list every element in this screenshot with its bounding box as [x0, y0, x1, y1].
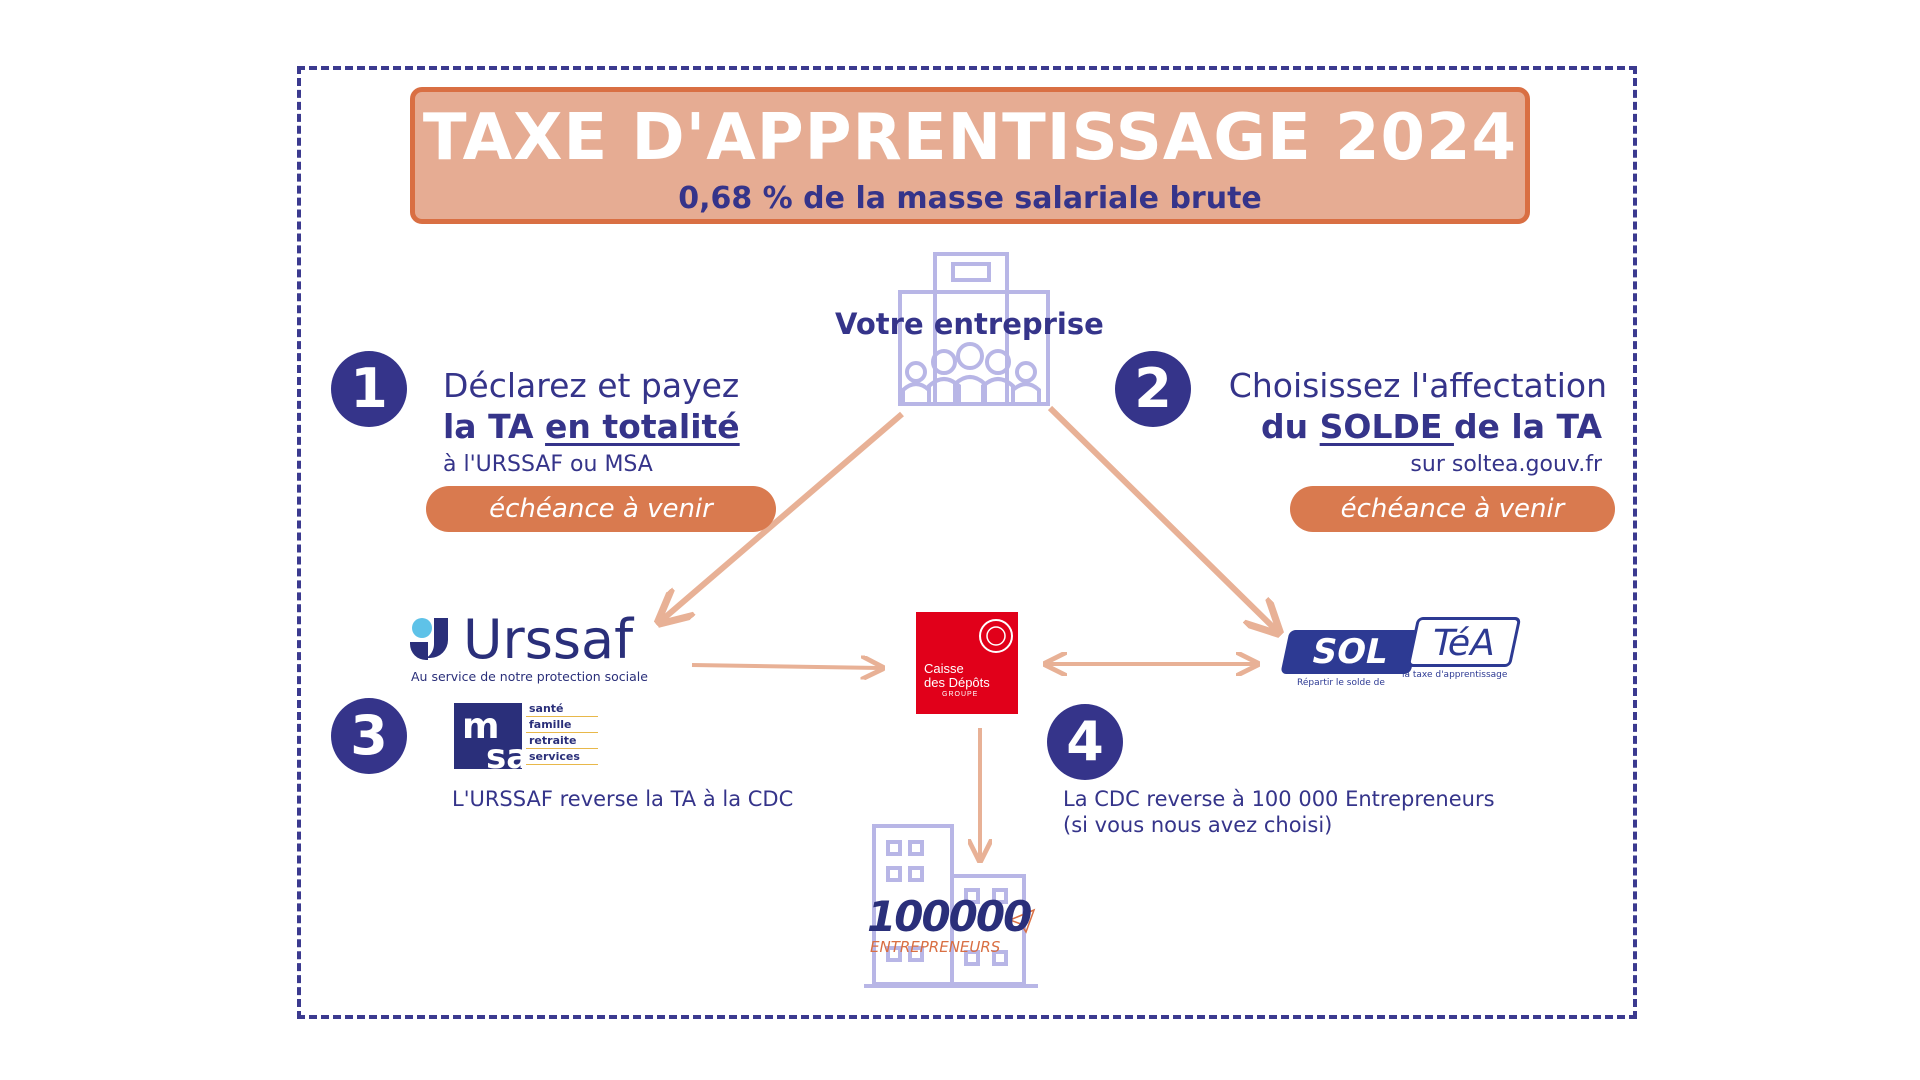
- step-1-line2-a: la TA: [443, 407, 546, 446]
- step-4-text: [1063, 786, 1495, 838]
- msa-word: services: [526, 749, 598, 765]
- step-2-line3: sur soltea.gouv.fr: [1410, 452, 1602, 477]
- urssaf-logo-symbol: [410, 618, 448, 660]
- svg-text:sa: sa: [486, 737, 530, 777]
- cdc-logo-line3: GROUPE: [942, 691, 979, 698]
- arrow-company-to-soltea: [1050, 408, 1276, 630]
- msa-word: retraite: [526, 733, 598, 749]
- cdc-seal-overlay: [916, 612, 1018, 714]
- soltea-logo-sol: SOL: [1280, 630, 1419, 674]
- urssaf-logo-text: Urssaf: [463, 608, 634, 671]
- step-4-line1: La CDC reverse à 100 000 Entrepreneurs: [1063, 787, 1495, 811]
- step-1-badge: 1: [331, 351, 407, 427]
- step-1-line3: à l'URSSAF ou MSA: [443, 452, 653, 477]
- msa-logo-words: [526, 701, 598, 765]
- msa-word: santé: [526, 701, 598, 717]
- soltea-logo-sub2: la taxe d'apprentissage: [1402, 670, 1508, 680]
- cdc-logo-line1: Caisse: [924, 661, 964, 676]
- step-2-line2-b: SOLDE: [1319, 407, 1454, 446]
- step-3-badge: 3: [331, 698, 407, 774]
- entrepreneurs-logo-word: ENTREPRENEURS: [870, 938, 1001, 956]
- svg-text:m: m: [462, 706, 500, 747]
- step-1-line1: Déclarez et payez: [443, 366, 740, 405]
- soltea-logo-tea: TéA: [1407, 617, 1522, 667]
- step-1-line2: [443, 407, 740, 446]
- step-4-badge: 4: [1047, 704, 1123, 780]
- step-1-line2-b: en totalité: [545, 407, 740, 446]
- step-1-deadline-pill: échéance à venir: [426, 486, 776, 532]
- msa-word: famille: [526, 717, 598, 733]
- company-label: Votre entreprise: [835, 307, 1104, 341]
- step-2-line2: [1261, 407, 1602, 446]
- step-2-line2-a: du: [1261, 407, 1320, 446]
- step-2-badge: 2: [1115, 351, 1191, 427]
- cdc-logo-line2: des Dépôts: [924, 675, 990, 690]
- page-subtitle: 0,68 % de la masse salariale brute: [678, 181, 1262, 216]
- msa-logo-mark: [454, 703, 529, 777]
- step-2-deadline-pill: échéance à venir: [1290, 486, 1615, 532]
- urssaf-logo-tagline: Au service de notre protection sociale: [411, 669, 648, 684]
- soltea-logo-sub1: Répartir le solde de: [1297, 678, 1385, 688]
- step-3-text: L'URSSAF reverse la TA à la CDC: [452, 787, 794, 811]
- step-2-line1: Choisissez l'affectation: [1228, 366, 1607, 405]
- entrepreneurs-logo-number: 100000: [867, 892, 1031, 941]
- step-4-line2: (si vous nous avez choisi): [1063, 813, 1333, 837]
- step-2-line2-c: de la TA: [1453, 407, 1602, 446]
- page-title: TAXE D'APPRENTISSAGE 2024: [422, 101, 1518, 175]
- arrow-urssaf-to-cdc: [692, 665, 880, 668]
